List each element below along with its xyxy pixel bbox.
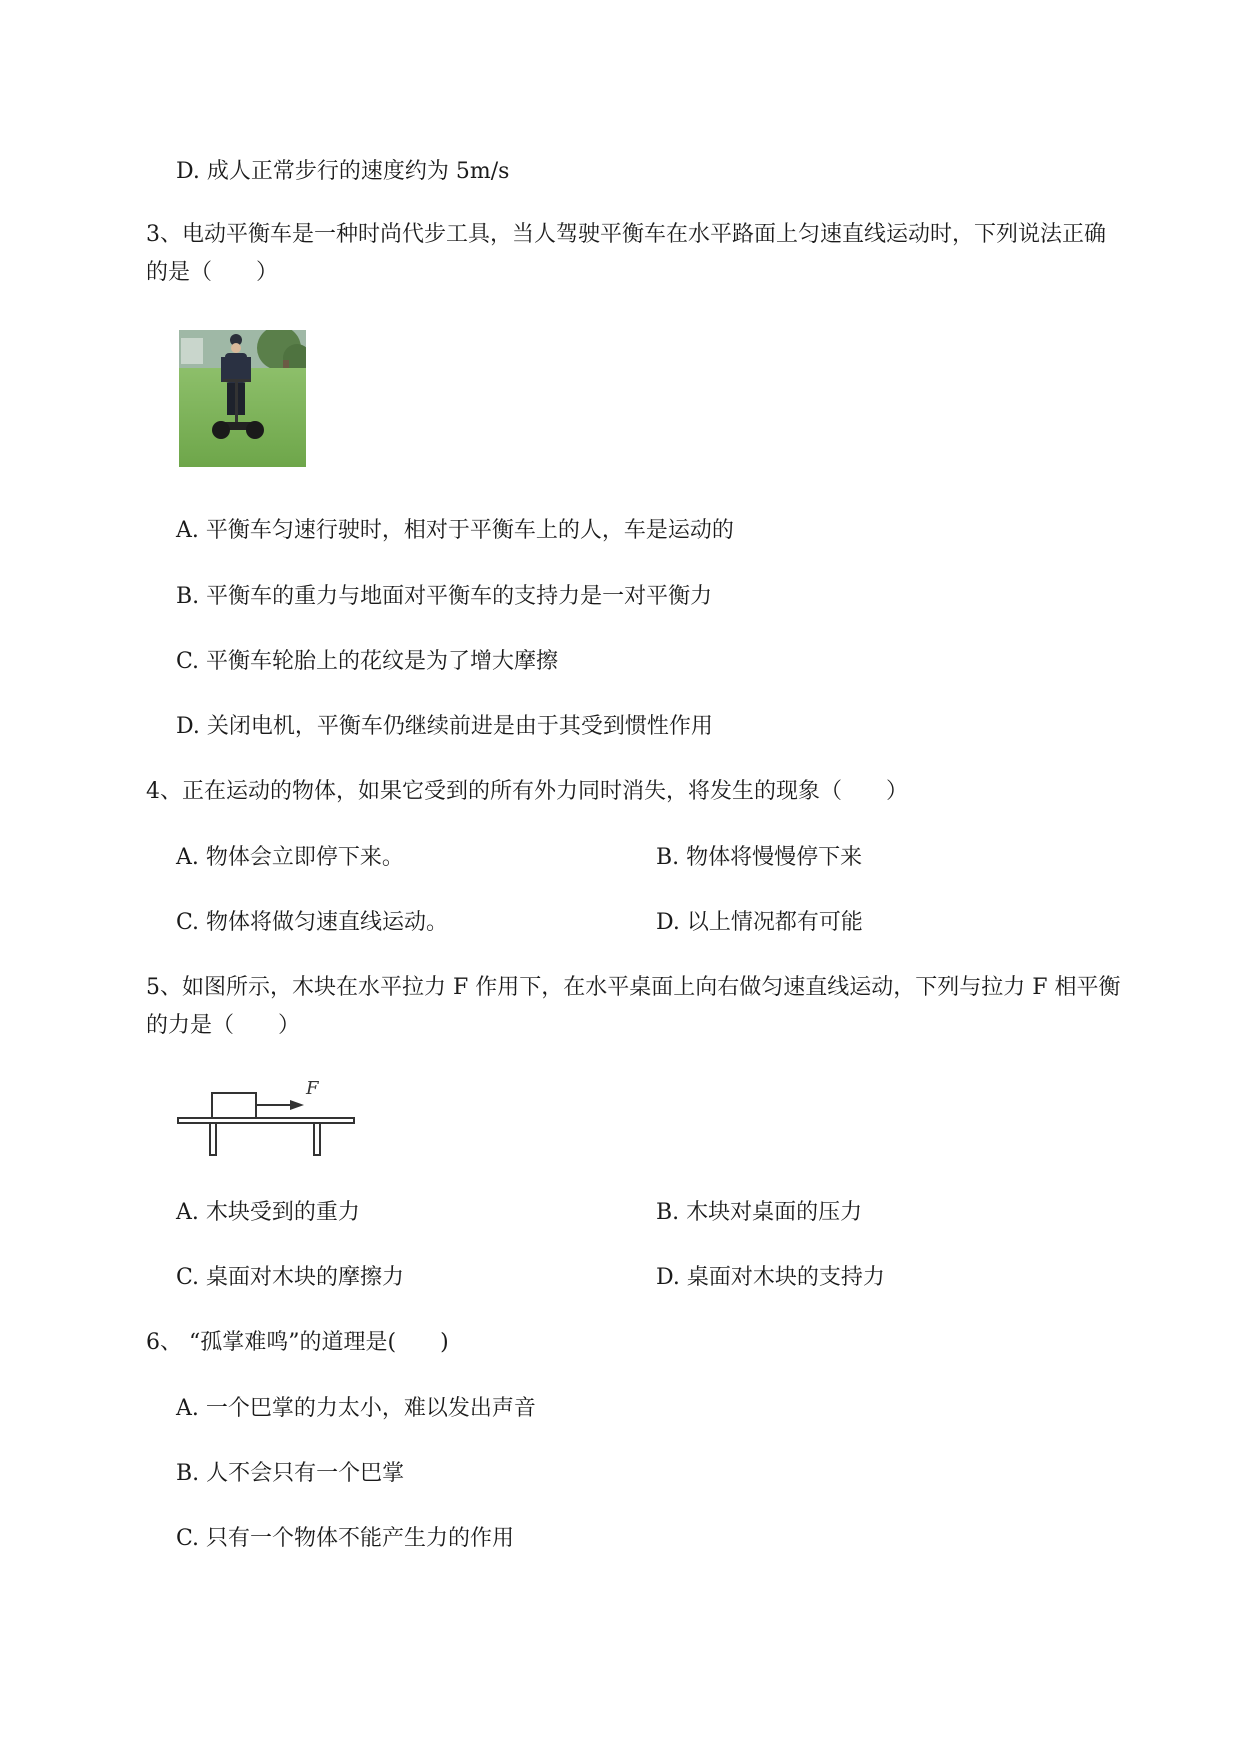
q3-option-b: B. 平衡车的重力与地面对平衡车的支持力是一对平衡力 [176, 584, 713, 609]
q5-option-a: A. 木块受到的重力 [176, 1200, 360, 1225]
q4-option-a: A. 物体会立即停下来。 [176, 845, 404, 870]
balance-car-photo [179, 330, 306, 467]
q5-stem-line1: 5、如图所示，木块在水平拉力 F 作用下，在水平桌面上向右做匀速直线运动，下列与拉力 F 相平衡 [146, 975, 1121, 1000]
q3-stem-line1: 3、电动平衡车是一种时尚代步工具，当人驾驶平衡车在水平路面上匀速直线运动时，下列说法正确 [146, 222, 1107, 247]
q3-option-c: C. 平衡车轮胎上的花纹是为了增大摩擦 [176, 649, 559, 674]
q6-option-a: A. 一个巴掌的力太小，难以发出声音 [176, 1396, 536, 1421]
q3-option-d: D. 关闭电机，平衡车仍继续前进是由于其受到惯性作用 [176, 714, 713, 739]
q3-option-a: A. 平衡车匀速行驶时，相对于平衡车上的人，车是运动的 [176, 518, 734, 543]
q5-option-c: C. 桌面对木块的摩擦力 [176, 1265, 405, 1290]
q2-option-d: D. 成人正常步行的速度约为 5m/s [176, 159, 510, 184]
q6-stem: 6、 “孤掌难鸣”的道理是( ) [146, 1330, 449, 1355]
q4-stem: 4、正在运动的物体，如果它受到的所有外力同时消失，将发生的现象（ ） [146, 779, 908, 804]
q5-option-d: D. 桌面对木块的支持力 [656, 1265, 885, 1290]
q4-option-b: B. 物体将慢慢停下来 [656, 845, 863, 870]
q6-option-b: B. 人不会只有一个巴掌 [176, 1461, 405, 1486]
q3-stem-line2: 的是（ ） [146, 260, 279, 285]
q5-option-b: B. 木块对桌面的压力 [656, 1200, 863, 1225]
q6-option-c: C. 只有一个物体不能产生力的作用 [176, 1526, 515, 1551]
block-on-table-diagram [176, 1076, 358, 1158]
q5-stem-line2: 的力是（ ） [146, 1013, 301, 1038]
q4-option-d: D. 以上情况都有可能 [656, 910, 863, 935]
force-label: F [306, 1078, 319, 1099]
q4-option-c: C. 物体将做匀速直线运动。 [176, 910, 449, 935]
